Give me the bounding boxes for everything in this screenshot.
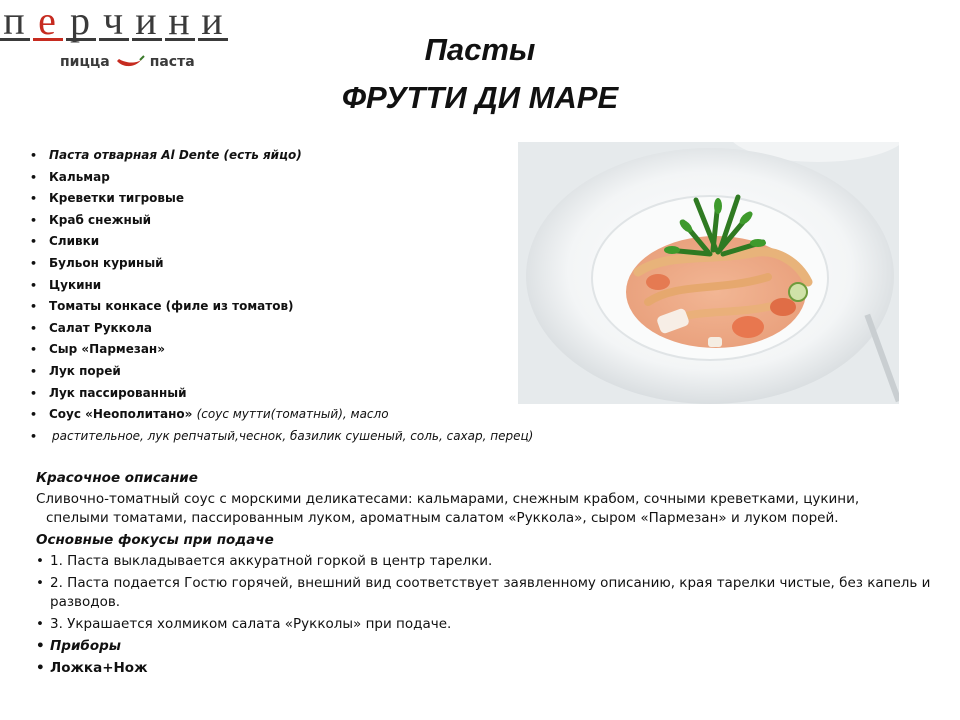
serving-step: [36, 552, 936, 571]
ingredient-item: [28, 296, 533, 318]
ingredient-item: [28, 383, 533, 405]
logo-wordmark: [0, 0, 231, 44]
dish-description-section: [36, 466, 936, 681]
serving-step-text-continued: разводов.: [50, 594, 121, 610]
serving-step-text: 3. Украшается холмиком салата «Рукколы» при подаче.: [50, 616, 452, 632]
page-title-category: Пасты: [424, 32, 536, 67]
pasta-plate-illustration: [518, 142, 899, 404]
serving-step: [36, 615, 936, 634]
ingredient-item: [28, 188, 533, 210]
ingredient-item: [28, 231, 533, 253]
description-line: Сливочно-томатный соус с морскими деликатесами: кальмарами, снежным крабом, сочными креветками, цукини,: [36, 491, 860, 507]
logo-letter: п: [0, 4, 30, 41]
ingredient-text: Лук пассированный: [49, 385, 187, 400]
brand-logo: [0, 0, 280, 80]
serving-heading: Основные фокусы при подаче: [36, 532, 274, 548]
logo-letter: и: [132, 4, 162, 41]
ingredient-text: Паста отварная Al Dente (есть яйцо): [49, 148, 302, 162]
ingredient-text: Бульон куриный: [49, 255, 164, 270]
serving-step-text: • 2. Паста подается Гостю горячей, внешний вид соответствует заявленному описанию, края тарелки чистые, без капель и: [50, 575, 931, 591]
ingredient-text: Цукини: [49, 277, 102, 292]
sauce-detail: (соус мутти(томатный), масло: [196, 407, 389, 422]
ingredient-item: [28, 253, 533, 275]
ingredient-item: [28, 318, 533, 340]
description-heading: Красочное описание: [36, 470, 198, 486]
utensils-value-text: Ложка+Нож: [50, 660, 148, 676]
pasta-plate-photo: [518, 142, 899, 404]
serving-step: [36, 574, 936, 612]
sauce-detail-continued: растительное, лук репчатый,чеснок, базилик сушеный, соль, сахар, перец): [52, 428, 534, 443]
logo-sub-right: паста: [149, 54, 195, 70]
chili-pepper-icon: [115, 55, 145, 69]
ingredient-text: Лук порей: [49, 363, 121, 378]
logo-letter-accent: е: [33, 4, 63, 41]
utensils-heading: [36, 637, 936, 656]
utensils-value: [36, 659, 936, 678]
ingredient-text: Сливки: [49, 234, 100, 249]
ingredient-text: Креветки тигровые: [49, 191, 185, 206]
ingredient-item: [28, 339, 533, 361]
page-title-dish: ФРУТТИ ДИ МАРЕ: [341, 80, 619, 115]
ingredient-item: [28, 145, 533, 167]
description-text: [36, 490, 936, 528]
ingredient-item: [28, 361, 533, 383]
ingredient-text: Кальмар: [49, 169, 110, 184]
ingredient-text: Сыр «Пармезан»: [49, 342, 165, 357]
logo-letter: н: [165, 4, 195, 41]
ingredient-item: [28, 210, 533, 232]
ingredient-text: Салат Руккола: [49, 320, 152, 335]
ingredient-item-sauce-continued: [28, 426, 533, 448]
ingredient-text: Томаты конкасе (филе из томатов): [49, 299, 294, 314]
utensils-heading-text: Приборы: [50, 638, 121, 654]
sauce-name: Соус «Неополитано»: [49, 407, 193, 422]
logo-letter: и: [198, 4, 228, 41]
ingredients-list: [28, 145, 533, 447]
ingredient-item: [28, 275, 533, 297]
description-line: спелыми томатами, пассированным луком, ароматным салатом «Руккола», сыром «Пармезан» и луком порей.: [46, 510, 839, 526]
ingredient-item: [28, 167, 533, 189]
logo-sub-left: пицца: [60, 54, 110, 70]
logo-subtitle: [60, 54, 195, 70]
ingredient-text: Краб снежный: [49, 212, 152, 227]
logo-letter: р: [66, 4, 96, 41]
ingredient-item-sauce: [28, 404, 533, 426]
serving-step-text: 1. Паста выкладывается аккуратной горкой в центр тарелки.: [50, 553, 493, 569]
logo-letter: ч: [99, 4, 129, 41]
serving-steps: [36, 552, 936, 678]
